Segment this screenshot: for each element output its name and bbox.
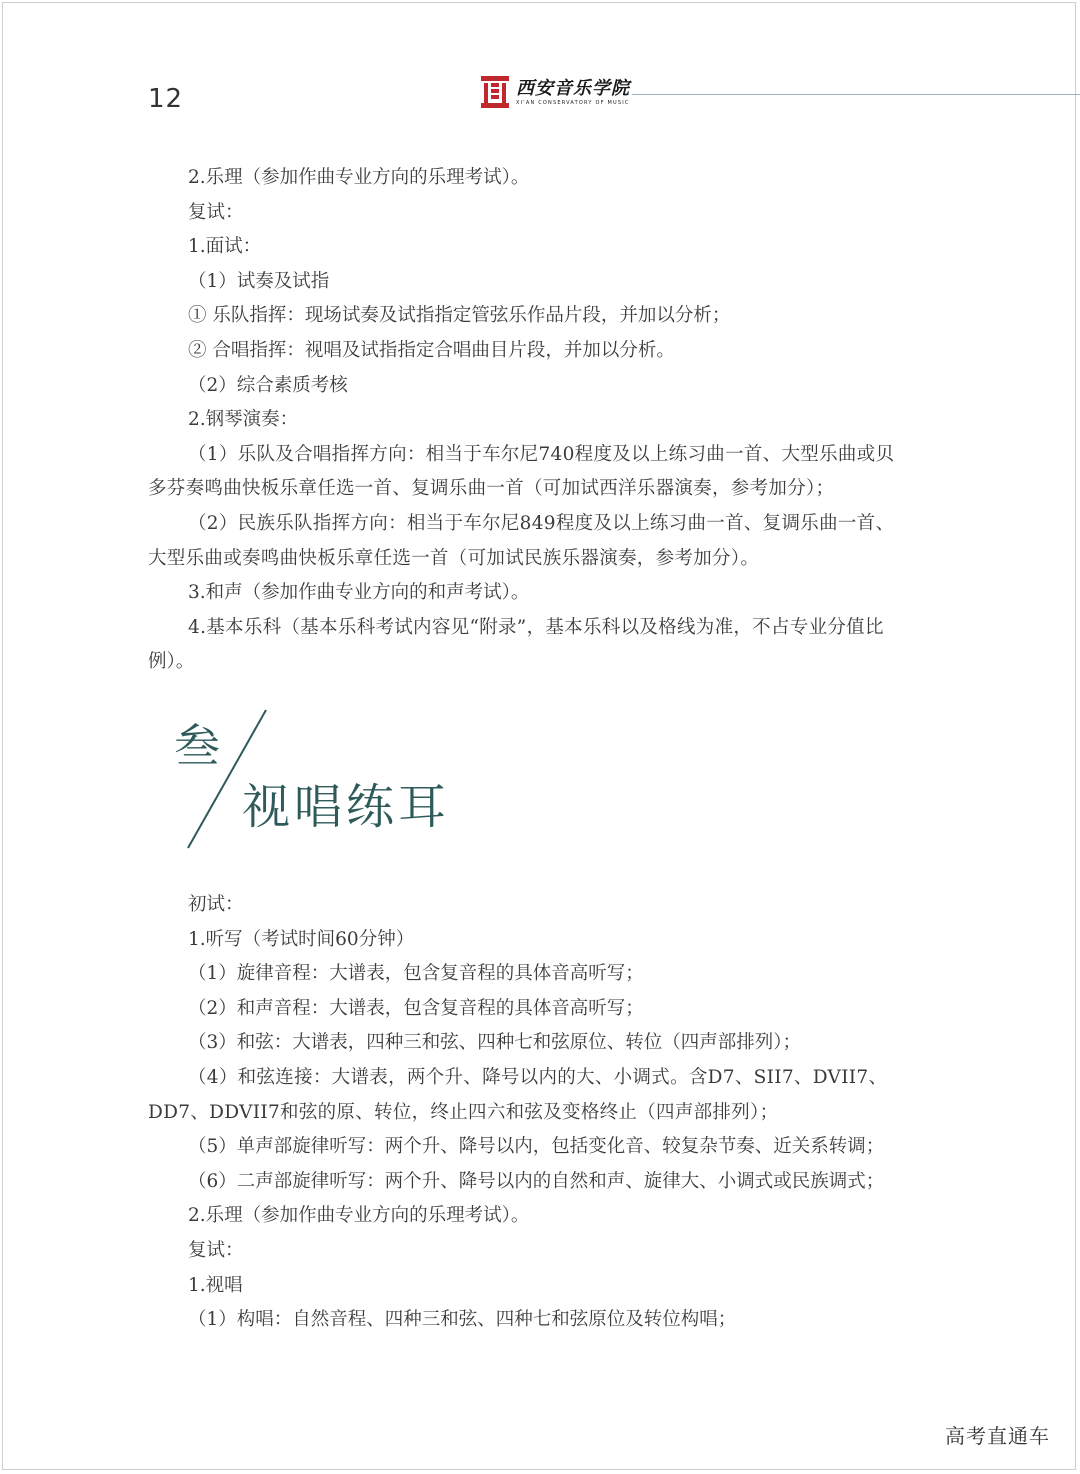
text-line: （5）单声部旋律听写：两个升、降号以内，包括变化音、较复杂节奏、近关系转调； <box>188 1136 885 1158</box>
paragraph-continuation: 大型乐曲或奏鸣曲快板乐章任选一首（可加试民族乐器演奏，参考加分）。 <box>148 547 760 569</box>
section-heading <box>170 706 490 856</box>
logo-english-name: XI'AN CONSERVATORY OF MUSIC <box>516 99 630 106</box>
text-line: 2.乐理（参加作曲专业方向的乐理考试）。 <box>188 167 530 188</box>
paragraph-first-line: （4）和弦连接：大谱表，两个升、降号以内的大、小调式。含D7、SII7、DVII7、 <box>188 1066 888 1088</box>
text-line: 3.和声（参加作曲专业方向的和声考试）。 <box>188 582 530 604</box>
text-line: 2.乐理（参加作曲专业方向的乐理考试）。 <box>188 1205 530 1227</box>
text-line: ② 合唱指挥：视唱及试指指定合唱曲目片段，并加以分析。 <box>188 339 675 361</box>
text-line: 1.视唱 <box>188 1274 243 1296</box>
watermark-label: 高考直通车 <box>945 1424 1050 1448</box>
text-line: （2）和声音程：大谱表，包含复音程的具体音高听写； <box>188 997 644 1019</box>
text-line: （1）构唱：自然音程、四种三和弦、四种七和弦原位及转位构唱； <box>188 1309 737 1331</box>
bottom-text-block <box>148 888 948 1338</box>
page-number: 12 <box>148 84 184 114</box>
logo-chinese-name: 西安音乐学院 <box>516 77 630 99</box>
conservatory-logo <box>480 74 630 110</box>
text-line: （1）试奏及试指 <box>188 270 330 292</box>
text-line: 1.面试： <box>188 236 262 258</box>
paragraph-first-line: （1）乐队及合唱指挥方向：相当于车尔尼740程度及以上练习曲一首、大型乐曲或贝 <box>188 443 895 465</box>
paragraph-continuation: 多芬奏鸣曲快板乐章任选一首、复调乐曲一首（可加试西洋乐器演奏，参考加分）； <box>148 478 835 500</box>
text-line: 复试： <box>188 201 244 223</box>
text-line: （2）综合素质考核 <box>188 374 348 396</box>
text-line: 初试： <box>188 894 244 915</box>
header-rule <box>632 94 1080 95</box>
paragraph-first-line: 4.基本乐科（基本乐科考试内容见“附录”，基本乐科以及格线为准，不占专业分值比 <box>188 616 884 638</box>
section-title: 视唱练耳 <box>242 779 451 835</box>
text-line: 1.听写（考试时间60分钟） <box>188 928 415 950</box>
text-line: ① 乐队指挥：现场试奏及试指指定管弦乐作品片段，并加以分析； <box>188 305 731 327</box>
paragraph-first-line: （2）民族乐队指挥方向：相当于车尔尼849程度及以上练习曲一首、复调乐曲一首、 <box>188 512 895 534</box>
section-number: 叁 <box>174 719 220 773</box>
text-line: 2.钢琴演奏： <box>188 409 299 431</box>
logo-emblem-icon <box>480 75 510 109</box>
paragraph-continuation: 例）。 <box>148 651 195 673</box>
text-line: （6）二声部旋律听写：两个升、降号以内的自然和声、旋律大、小调式或民族调式； <box>188 1170 885 1192</box>
paragraph-continuation: DD7、DDVII7和弦的原、转位，终止四六和弦及变格终止（四声部排列）； <box>148 1101 779 1123</box>
top-text-block <box>148 161 948 680</box>
text-line: （3）和弦：大谱表，四种三和弦、四种七和弦原位、转位（四声部排列）； <box>188 1032 802 1054</box>
text-line: 复试： <box>188 1239 244 1261</box>
text-line: （1）旋律音程：大谱表，包含复音程的具体音高听写； <box>188 963 644 985</box>
